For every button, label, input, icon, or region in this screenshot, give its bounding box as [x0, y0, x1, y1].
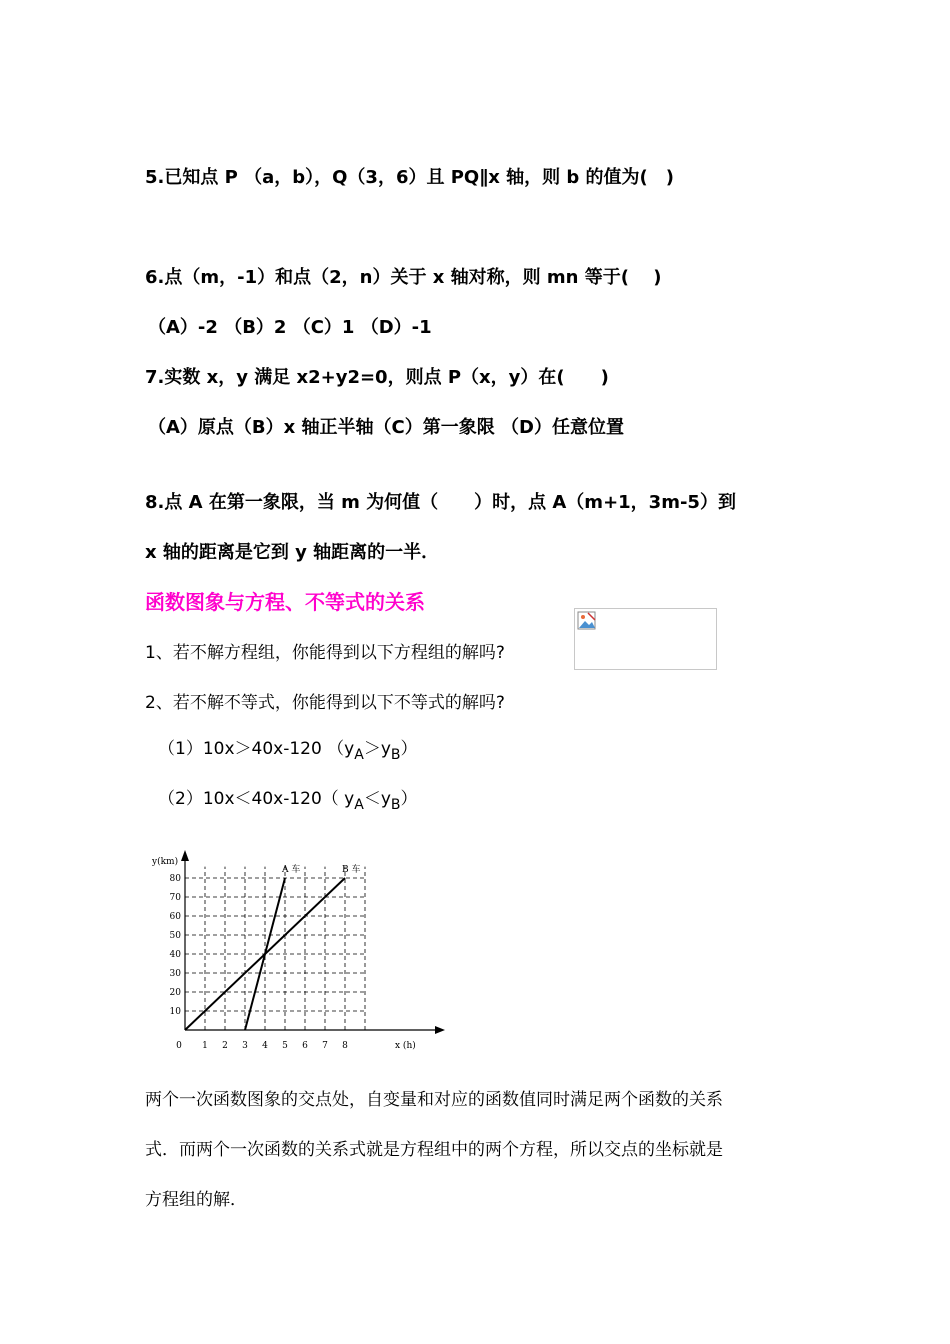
question-6-options: （A）-2 （B）2 （C）1 （D）-1 — [148, 317, 432, 338]
x-tick-label: 2 — [222, 1041, 228, 1051]
y-tick-label: 50 — [169, 931, 181, 941]
conclusion-line-3: 方程组的解． — [145, 1190, 247, 1210]
paragraph-2: 2、若不解不等式，你能得到以下不等式的解吗? — [145, 693, 505, 713]
series-lines — [185, 863, 360, 1030]
paragraph-1: 1、若不解方程组，你能得到以下方程组的解吗? — [145, 643, 505, 663]
y-tick-label: 60 — [169, 912, 181, 922]
x-tick-label: 0 — [176, 1041, 182, 1051]
broken-image-placeholder — [574, 608, 717, 670]
conclusion-line-1: 两个一次函数图象的交点处，自变量和对应的函数值同时满足两个函数的关系 — [145, 1090, 723, 1110]
y-tick-label: 80 — [169, 874, 181, 884]
question-8-line-1: 8.点 A 在第一象限，当 m 为何值（ ）时，点 A（m+1，3m-5）到 — [145, 492, 736, 513]
inequality-2: （2）10x＜40x-120（ $y_A<y_B$） — [158, 789, 418, 813]
y-tick-label: 70 — [169, 893, 181, 903]
x-tick-label: 5 — [282, 1041, 288, 1051]
question-6: 6.点（m，-1）和点（2，n）关于 x 轴对称，则 mn 等于( ) — [145, 267, 662, 288]
inequality-1: （1）10x＞40x-120 $(y_A>y_B)$ — [158, 739, 418, 763]
x-tick-label: 4 — [262, 1041, 268, 1051]
x-tick-label: 7 — [322, 1041, 328, 1051]
x-tick-label: 6 — [302, 1041, 308, 1051]
y-axis-label: y(km) — [152, 857, 179, 867]
section-heading: 函数图象与方程、不等式的关系 — [145, 590, 425, 614]
axes — [181, 850, 445, 1034]
x-axis-label: x (h) — [395, 1041, 416, 1051]
x-axis-arrow — [435, 1026, 445, 1034]
x-tick-label: 1 — [202, 1041, 208, 1051]
y-tick-label: 40 — [169, 950, 181, 960]
distance-time-graph — [148, 850, 458, 1055]
x-tick-label: 3 — [242, 1041, 248, 1051]
broken-image-icon — [577, 611, 597, 631]
question-8-line-2: x 轴的距离是它到 y 轴距离的一半． — [145, 542, 440, 563]
y-tick-label: 20 — [169, 988, 181, 998]
y-tick-label: 30 — [169, 969, 181, 979]
x-tick-label: 8 — [342, 1041, 348, 1051]
y-tick-label: 10 — [169, 1007, 181, 1017]
series-label-b: B 车 — [342, 865, 361, 875]
question-7: 7.实数 x，y 满足 x2+y2=0，则点 P（x，y）在( ) — [145, 367, 609, 388]
y-axis-arrow — [181, 850, 189, 861]
question-5: 5.已知点 P （a，b），Q（3，6）且 PQ∥x 轴，则 b 的值为( ) — [145, 167, 674, 188]
conclusion-line-2: 式．而两个一次函数的关系式就是方程组中的两个方程，所以交点的坐标就是 — [145, 1140, 723, 1160]
series-label-a: A 车 — [282, 865, 301, 875]
question-7-options: （A）原点（B）x 轴正半轴（C）第一象限 （D）任意位置 — [148, 417, 624, 438]
